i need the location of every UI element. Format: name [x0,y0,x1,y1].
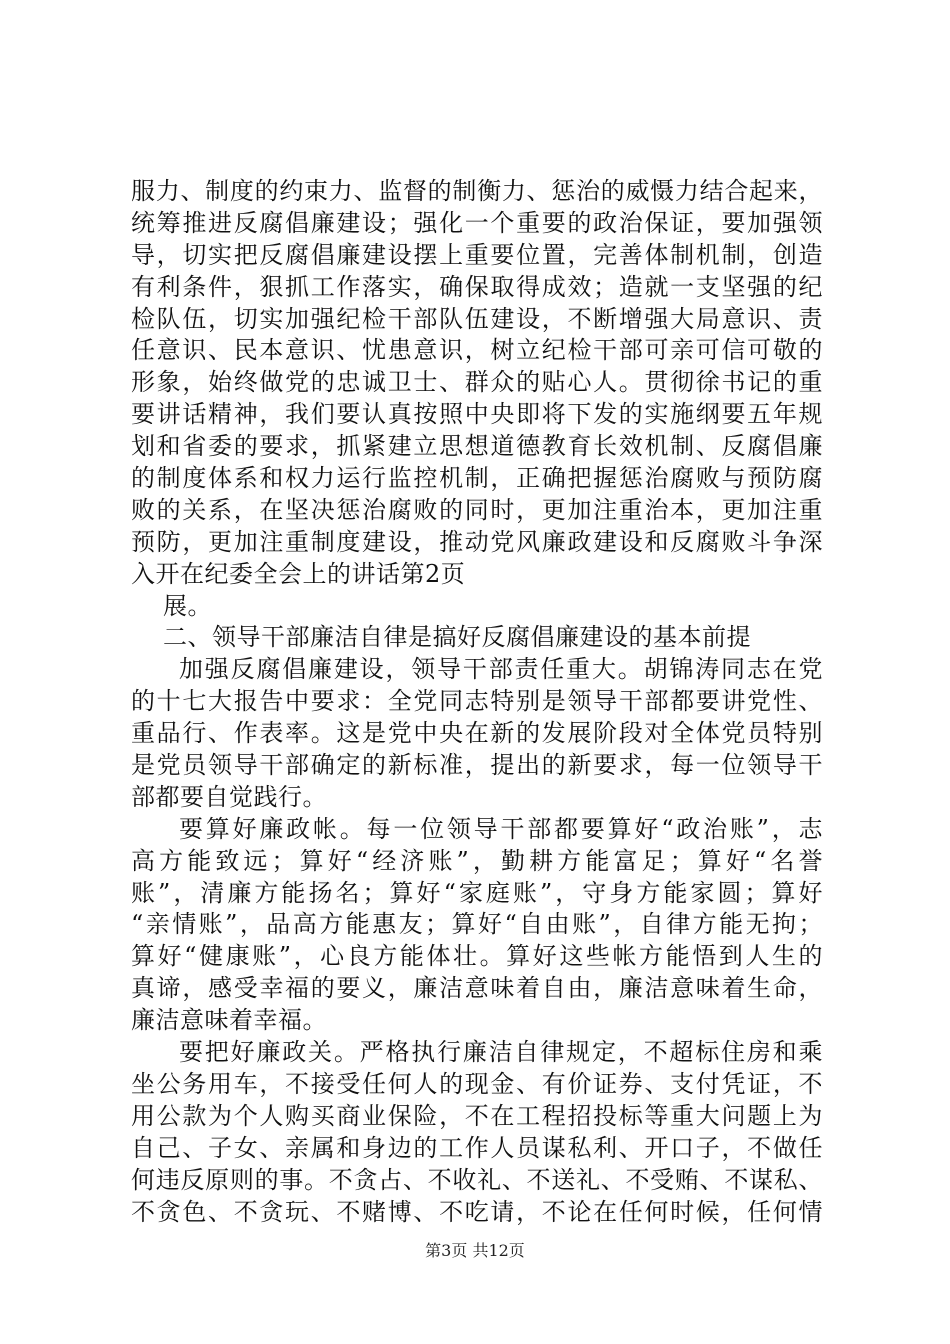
text-line: 检队伍，切实加强纪检干部队伍建设，不断增强大局意识、责 [131,304,823,333]
text-line: 是党员领导干部确定的新标准，提出的新要求，每一位领导干 [131,751,823,780]
text-line: 划和省委的要求，抓紧建立思想道德教育长效机制、反腐倡廉 [131,432,823,461]
text-line: 入开在纪委全会上的讲话第2页 [131,559,466,588]
text-line: 加强反腐倡廉建设，领导干部责任重大。胡锦涛同志在党 [179,655,823,684]
text-line: 形象，始终做党的忠诚卫士、群众的贴心人。贯彻徐书记的重 [131,368,823,397]
text-line: 统筹推进反腐倡廉建设；强化一个重要的政治保证，要加强领 [131,208,823,237]
text-line: 坐公务用车，不接受任何人的现金、有价证券、支付凭证，不 [131,1069,823,1098]
text-line: 真谛，感受幸福的要义，廉洁意味着自由，廉洁意味着生命， [131,974,823,1003]
text-line: 预防，更加注重制度建设，推动党风廉政建设和反腐败斗争深 [131,527,823,556]
text-line: 高方能致远；算好“经济账”，勤耕方能富足；算好“名誉 [131,846,823,875]
body-text [131,176,823,1228]
text-line: 用公款为个人购买商业保险，不在工程招投标等重大问题上为 [131,1101,823,1130]
text-line: 败的关系，在坚决惩治腐败的同时，更加注重治本，更加注重 [131,495,823,524]
text-line: 算好“健康账”，心良方能体壮。算好这些帐方能悟到人生的 [131,942,823,971]
text-line: 任意识、民本意识、忧患意识，树立纪检干部可亲可信可敬的 [131,336,823,365]
text-line: 不贪色、不贪玩、不赌博、不吃请，不论在任何时候，任何情 [131,1197,823,1226]
text-line: 自己、子女、亲属和身边的工作人员谋私利、开口子，不做任 [131,1133,823,1162]
text-line: 账”，清廉方能扬名；算好“家庭账”，守身方能家圆；算好 [131,878,823,907]
text-line: 要把好廉政关。严格执行廉洁自律规定，不超标住房和乘 [179,1038,823,1067]
text-line: 展。 [163,591,212,620]
text-line: 服力、制度的约束力、监督的制衡力、惩治的威慑力结合起来， [131,177,823,205]
text-line: “亲情账”，品高方能惠友；算好“自由账”，自律方能无拘； [131,910,823,939]
text-line: 二、领导干部廉洁自律是搞好反腐倡廉建设的基本前提 [163,623,751,652]
text-line: 重品行、作表率。这是党中央在新的发展阶段对全体党员特别 [131,719,823,748]
text-line: 部都要自觉践行。 [131,782,327,811]
text-line: 导，切实把反腐倡廉建设摆上重要位置，完善体制机制，创造 [131,240,823,269]
text-line: 有利条件，狠抓工作落实，确保取得成效；造就一支坚强的纪 [131,272,823,301]
text-line: 要讲话精神，我们要认真按照中央即将下发的实施纲要五年规 [131,400,823,429]
text-line: 廉洁意味着幸福。 [131,1006,327,1035]
text-line: 要算好廉政帐。每一位领导干部都要算好“政治账”，志 [179,814,823,843]
text-line: 的制度体系和权力运行监控机制，正确把握惩治腐败与预防腐 [131,464,823,493]
text-line: 何违反原则的事。不贪占、不收礼、不送礼、不受贿、不谋私、 [131,1165,823,1194]
page-footer: 第3页 共12页 [425,1241,525,1260]
text-line: 的十七大报告中要求：全党同志特别是领导干部都要讲党性、 [131,687,823,716]
